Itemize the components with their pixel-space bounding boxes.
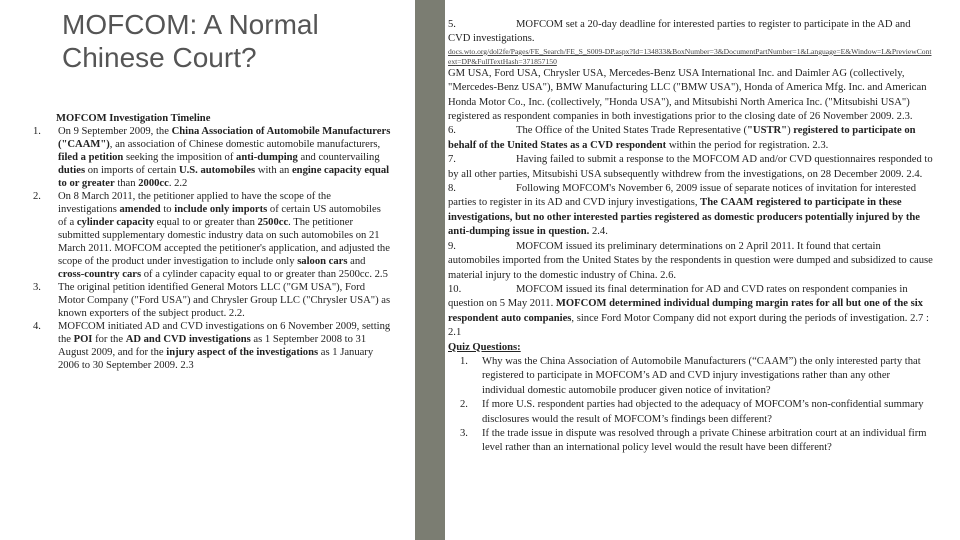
quiz-question-number: 3. (460, 427, 468, 439)
timeline-item (33, 320, 391, 372)
timeline-bold-text: cross-country cars (58, 269, 142, 280)
timeline-text: MOFCOM initiated AD and CVD investigations on 6 November 2009, setting the (58, 321, 391, 345)
timeline-item-number: 1. (33, 126, 41, 137)
document-link[interactable]: docs.wto.org/dol2fe/Pages/FE_Search/FE_S_S009-DP.aspx?Id=134833&BoxNumber=3&DocumentPartNumber=1&Language=E&Window=L&PreviewContext=DP&FullTextHash=371857150 (448, 46, 932, 66)
quiz-question-text: Why was the China Association of Automobile Manufacturers (“CAAM”) the only interested party that registered to participate in MOFCOM’s AD and CVD injury investigations rather than any other individual domestic automobile producer given notice of invitation? (482, 355, 921, 396)
paragraph-text: within the period for registration. 2.3. (666, 139, 829, 151)
paragraph-number: 8. (448, 183, 456, 195)
paragraph-list (448, 18, 934, 341)
timeline-bold-text: 2500cc (257, 217, 289, 228)
numbered-paragraph (448, 124, 934, 153)
paragraph-number: 5. (448, 19, 456, 30)
slide-title: MOFCOM: A Normal Chinese Court? (62, 9, 319, 73)
timeline-item-number: 2. (33, 191, 41, 202)
timeline-text: to (160, 204, 175, 215)
timeline-bold-text: include only imports (174, 204, 268, 215)
numbered-paragraph (448, 283, 934, 341)
paragraph-number: 6. (448, 125, 456, 137)
paragraph-text: MOFCOM issued its preliminary determinations on 2 April 2011. It found that certain automobiles imported from the United States by the respondents in question were dumped and subsidized to cause material injury to the domestic industry of China. 2.6. (448, 240, 933, 281)
timeline-text: equal to or greater than (154, 217, 258, 228)
timeline-text: On 8 March 2011, the petitioner applied to have the scope of the investigations (58, 191, 331, 215)
timeline-bold-text: anti-dumping (236, 152, 298, 163)
quiz-question (448, 398, 934, 427)
timeline-bold-text: injury aspect of the investigations (166, 347, 319, 358)
timeline-bold-text: duties (58, 165, 86, 176)
timeline-text: The original petition identified General Motors LLC ("GM USA"), Ford Motor Company ("Ford USA") and Chrysler Group LLC ("Chrysler USA") as known exporters of the subject product. 2.2. (58, 282, 391, 319)
timeline-bold-text: U.S. automobiles (178, 165, 256, 176)
timeline-text: seeking the imposition of (123, 152, 237, 163)
timeline-text: for the (92, 334, 126, 345)
timeline-text: as 1 September 2008 to 31 August 2009, and for the (58, 334, 367, 358)
timeline-item (33, 190, 391, 281)
timeline-bold-text: cylinder capacity (76, 217, 155, 228)
timeline-item (33, 281, 391, 320)
timeline-text: on imports of certain (85, 165, 179, 176)
quiz-heading: Quiz Questions: (448, 341, 521, 353)
paragraph-text: MOFCOM issued its final determination for AD and CVD rates on respondent companies in question on 5 May 2011. (448, 283, 908, 310)
quiz-question-number: 1. (460, 355, 468, 367)
paragraph-number: 10. (448, 283, 462, 295)
timeline-text: and (347, 256, 366, 267)
timeline-bold-text: filed a petition (58, 152, 124, 163)
timeline-bold-text: POI (73, 334, 93, 345)
paragraph-text: , since Ford Motor Company did not export during the periods of investigation. 2.7 : 2.1 (448, 312, 929, 339)
timeline-text: of a cylinder capacity equal to or greater than 2500cc. 2.5 (141, 269, 388, 280)
timeline-text: than (114, 178, 139, 189)
timeline-bold-text: saloon cars (297, 256, 348, 267)
timeline-text: . 2.2 (168, 178, 188, 189)
timeline-item-number: 3. (33, 282, 41, 293)
left-panel (0, 0, 415, 540)
numbered-paragraph (448, 182, 934, 240)
timeline-bold-text: AD and CVD investigations (125, 334, 251, 345)
timeline-text: of certain US automobiles of a (58, 204, 381, 228)
numbered-paragraph (448, 240, 934, 283)
timeline-text: with an (255, 165, 292, 176)
timeline-text: . The petitioner submitted supplementary domestic industry data on such automobiles on 21 March 2011. MOFCOM accepted the petitioner's application, and adjusted the scope of the product under investigation to include only (58, 217, 390, 267)
timeline-text: On 9 September 2009, the (58, 126, 172, 137)
paragraph-text: Following MOFCOM's November 6, 2009 issue of separate notices of invitation for interested parties to register in its AD and CVD injury investigations, (448, 183, 916, 209)
numbered-paragraph (448, 67, 934, 125)
main-content (448, 18, 934, 456)
quiz-question-text: If more U.S. respondent parties had objected to the adequacy of MOFCOM’s non-confidential summary disclosures would the result of MOFCOM’s findings been different? (482, 399, 924, 425)
paragraph-text: GM USA, Ford USA, Chrysler USA, Mercedes-Benz USA International Inc. and Daimler AG (collectively, "Mercedes-Benz USA"), BMW Manufacturing LLC ("BMW USA"), Honda of America Mfg. Inc. and American Honda Motor Co., Inc. (collectively, "Honda USA"), and Mitsubishi North America Inc. ("Mitsubishi USA") registered as respondent companies in both investigations prior to the closing date of 26 November 2009. 2.3. (448, 67, 927, 123)
timeline-text: and countervailing (297, 152, 380, 163)
paragraph-text: Having failed to submit a response to the MOFCOM AD and/or CVD questionnaires responded to by all other parties, Mitsubishi USA subsequently withdrew from the investigations, on 28 December 2009. 2.4. (448, 154, 933, 180)
quiz-question (448, 427, 934, 456)
quiz-question-text: If the trade issue in dispute was resolved through a private Chinese arbitration court at an individual firm level rather than an international policy level would the result have been different? (482, 427, 927, 454)
timeline-item (33, 125, 391, 190)
timeline-text: as 1 January 2006 to 30 September 2009. 2.3 (58, 347, 374, 371)
timeline-bold-text: engine capacity equal to or greater (58, 165, 390, 189)
timeline-bold-text: 2000cc (138, 178, 169, 189)
paragraph-number: 9. (448, 240, 456, 252)
timeline-text: , an association of Chinese domestic automobile manufacturers, (109, 139, 381, 150)
timeline-item-number: 4. (33, 321, 41, 332)
paragraph-text: 2.4. (589, 226, 608, 238)
timeline-bold-text: China Association of Automobile Manufacturers ("CAAM") (58, 126, 391, 150)
paragraph-bold-text: MOFCOM determined individual dumping margin rates for all but one of the six respondent auto companies (448, 298, 923, 324)
paragraph-text: The Office of the United States Trade Representative ( (516, 125, 748, 137)
timeline-list (33, 125, 391, 372)
timeline-heading: MOFCOM Investigation Timeline (56, 113, 211, 124)
timeline-bold-text: amended (119, 204, 161, 215)
numbered-paragraph (448, 153, 934, 182)
paragraph-bold-text: "USTR" (747, 125, 788, 137)
paragraph-bold-text: registered to participate on behalf of the United States as a CVD respondent (448, 125, 916, 151)
timeline-section (33, 112, 391, 372)
quiz-list (448, 355, 934, 456)
paragraph-text: MOFCOM set a 20-day deadline for interested parties to register to participate in the AD and CVD investigations. (448, 19, 911, 45)
numbered-paragraph (448, 18, 934, 67)
quiz-question-number: 2. (460, 399, 468, 411)
divider-bar (415, 0, 445, 540)
paragraph-bold-text: The CAAM registered to participate in these investigations, but no other interested parties registered as domestic producers potentially injured by the anti-dumping issue in question. (448, 197, 921, 238)
paragraph-text: ) (787, 125, 794, 137)
paragraph-number: 7. (448, 154, 456, 166)
quiz-question (448, 355, 934, 398)
